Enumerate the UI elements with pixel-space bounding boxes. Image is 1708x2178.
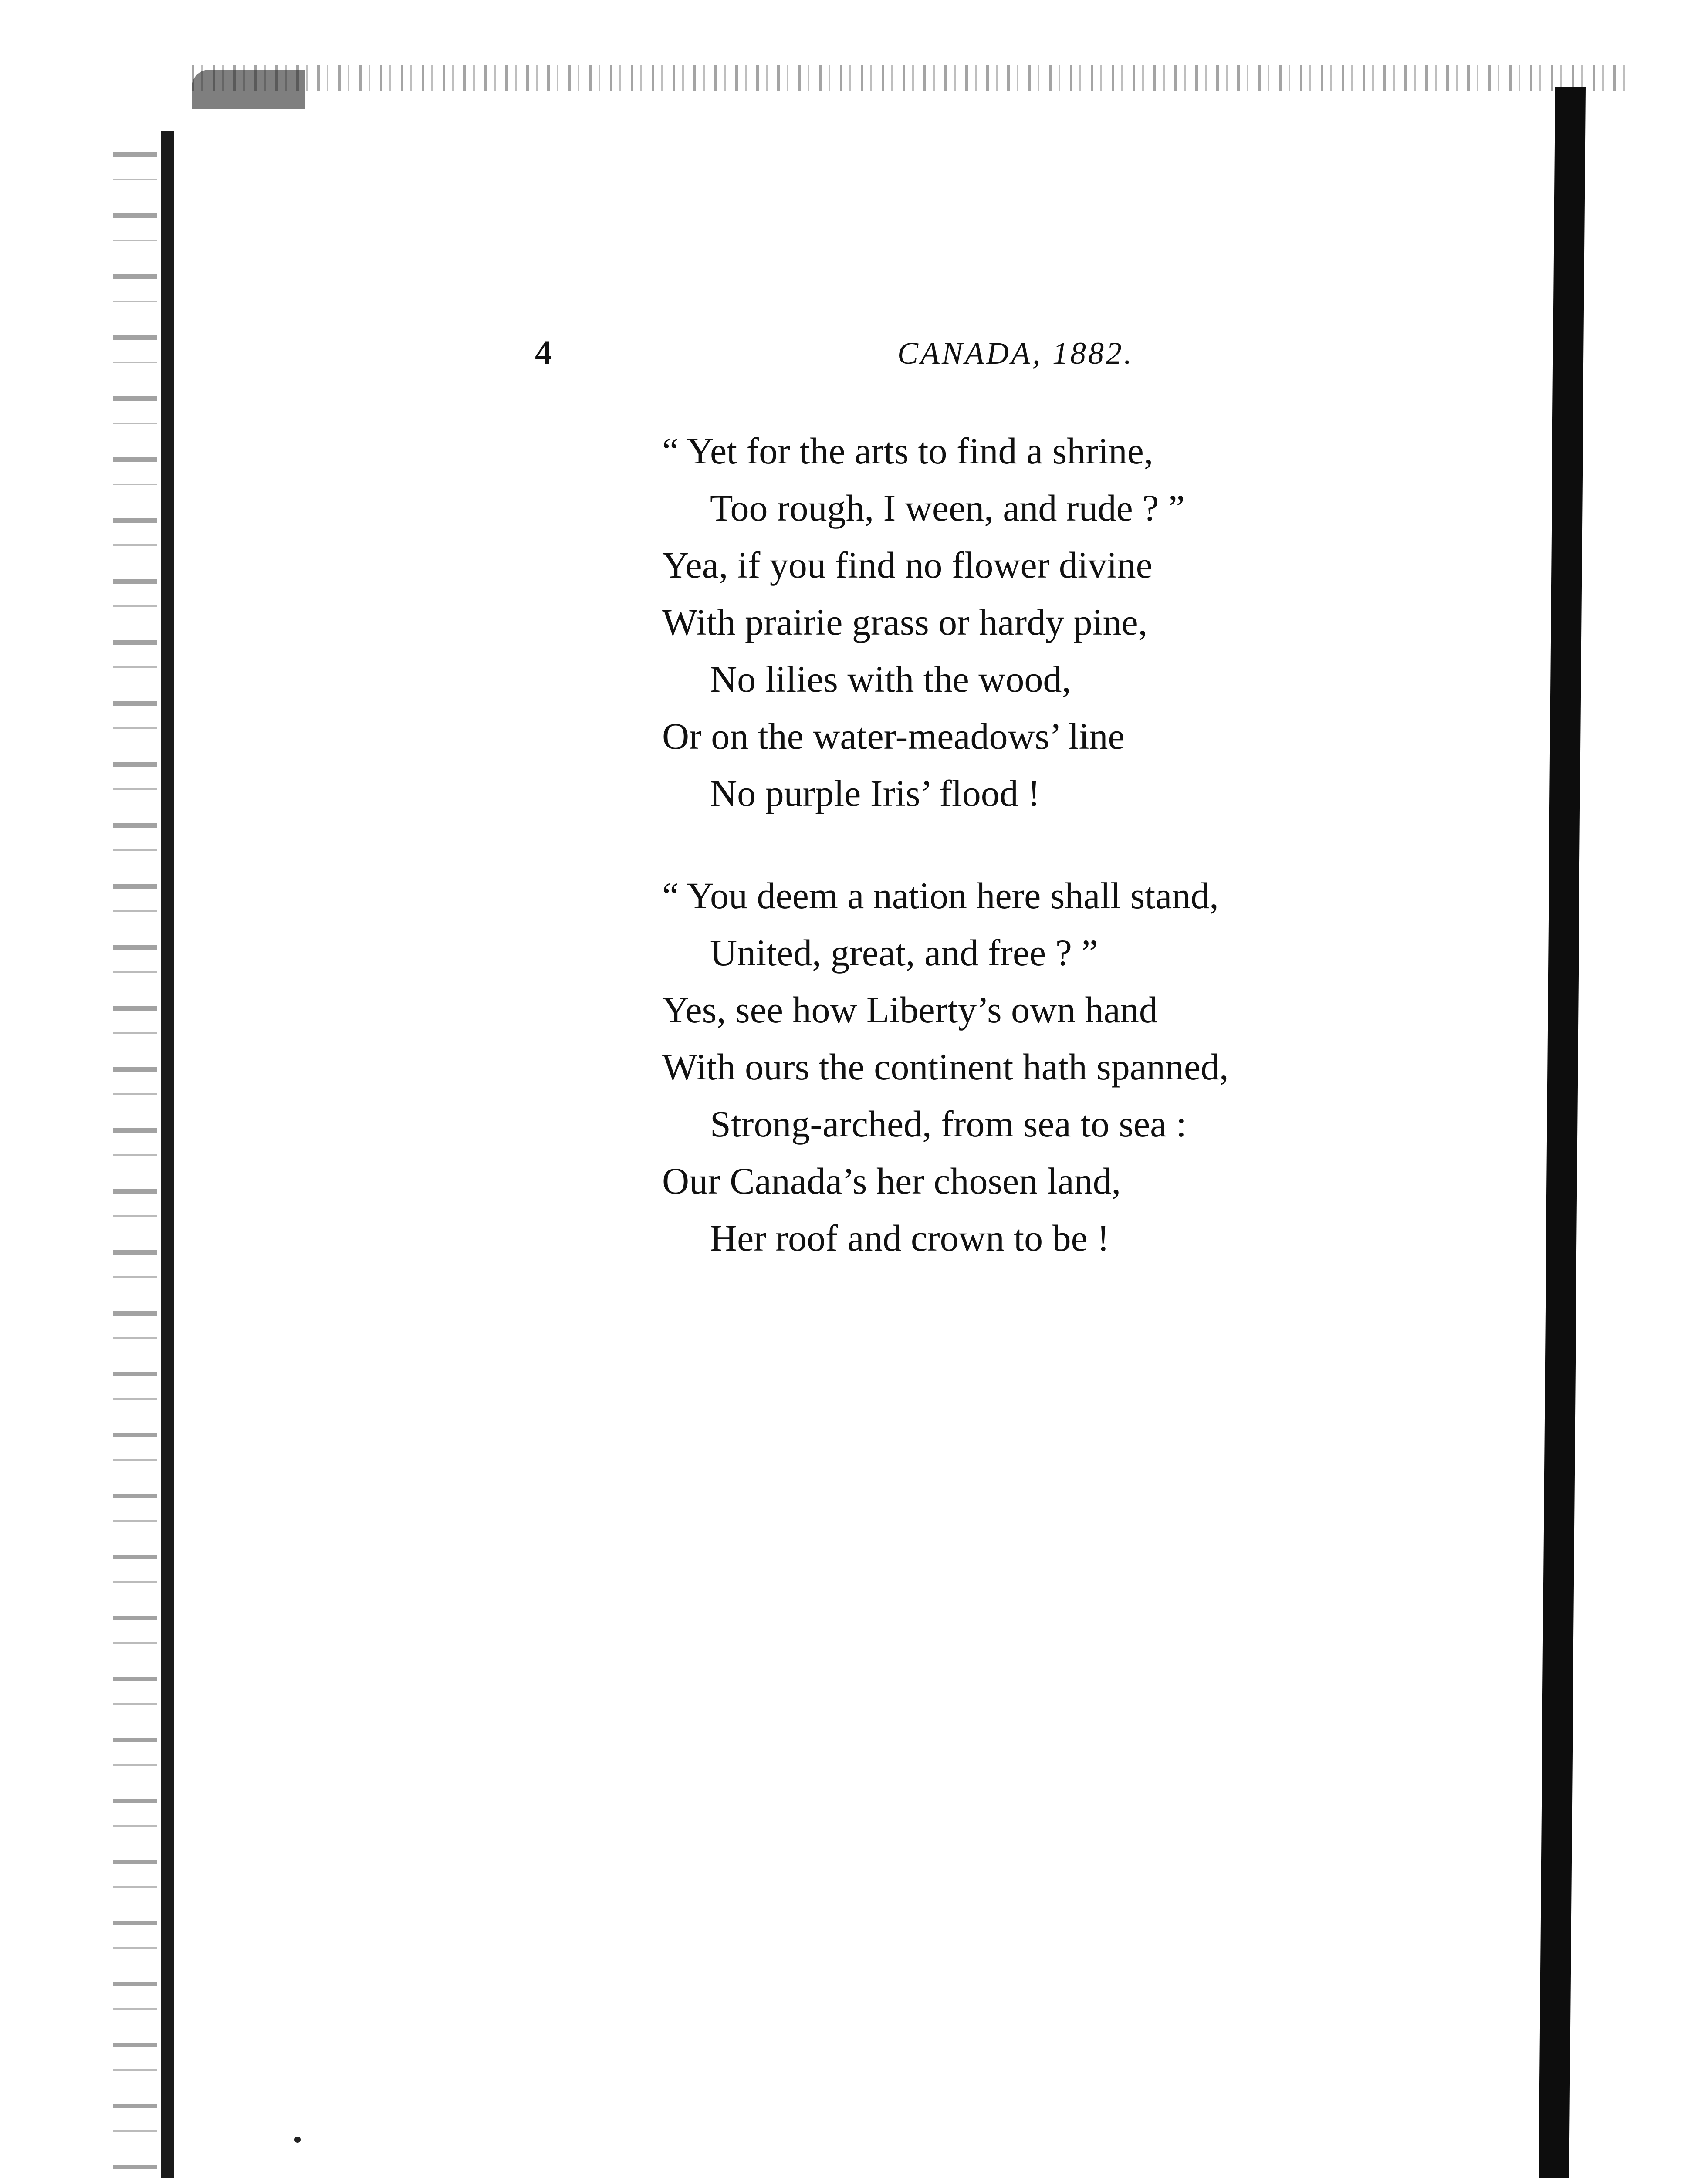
poem-line: Yea, if you find no flower divine <box>662 544 1153 586</box>
poem-line: Yes, see how Liberty’s own hand <box>662 989 1158 1031</box>
scan-corner-top-left <box>192 70 305 109</box>
poem-line: United, great, and free ? ” <box>710 932 1098 974</box>
poem-line: With prairie grass or hardy pine, <box>662 601 1148 643</box>
scan-edge-top <box>192 65 1629 91</box>
scan-edge-right <box>1537 87 1586 2178</box>
poem-line: “ Yet for the arts to find a shrine, <box>662 430 1153 472</box>
poem <box>662 423 1542 1312</box>
poem-line: No purple Iris’ flood ! <box>710 772 1040 814</box>
scan-edge-left-marks <box>113 152 157 2178</box>
poem-line: Our Canada’s her chosen land, <box>662 1160 1121 1202</box>
poem-line: Too rough, I ween, and rude ? ” <box>710 487 1185 529</box>
poem-line: Her roof and crown to be ! <box>710 1217 1109 1259</box>
scan-edge-left <box>161 131 174 2178</box>
page-number: 4 <box>535 333 552 371</box>
stanza <box>662 867 1542 1267</box>
poem-line: With ours the continent hath spanned, <box>662 1046 1229 1088</box>
poem-line: No lilies with the wood, <box>710 658 1071 700</box>
poem-line: “ You deem a nation here shall stand, <box>662 875 1219 917</box>
running-head: CANADA, 1882. <box>897 336 1134 371</box>
poem-line: Strong-arched, from sea to sea : <box>710 1103 1187 1145</box>
stanza <box>662 423 1542 822</box>
poem-line: Or on the water-meadows’ line <box>662 715 1125 757</box>
scan-speck <box>294 2137 301 2143</box>
